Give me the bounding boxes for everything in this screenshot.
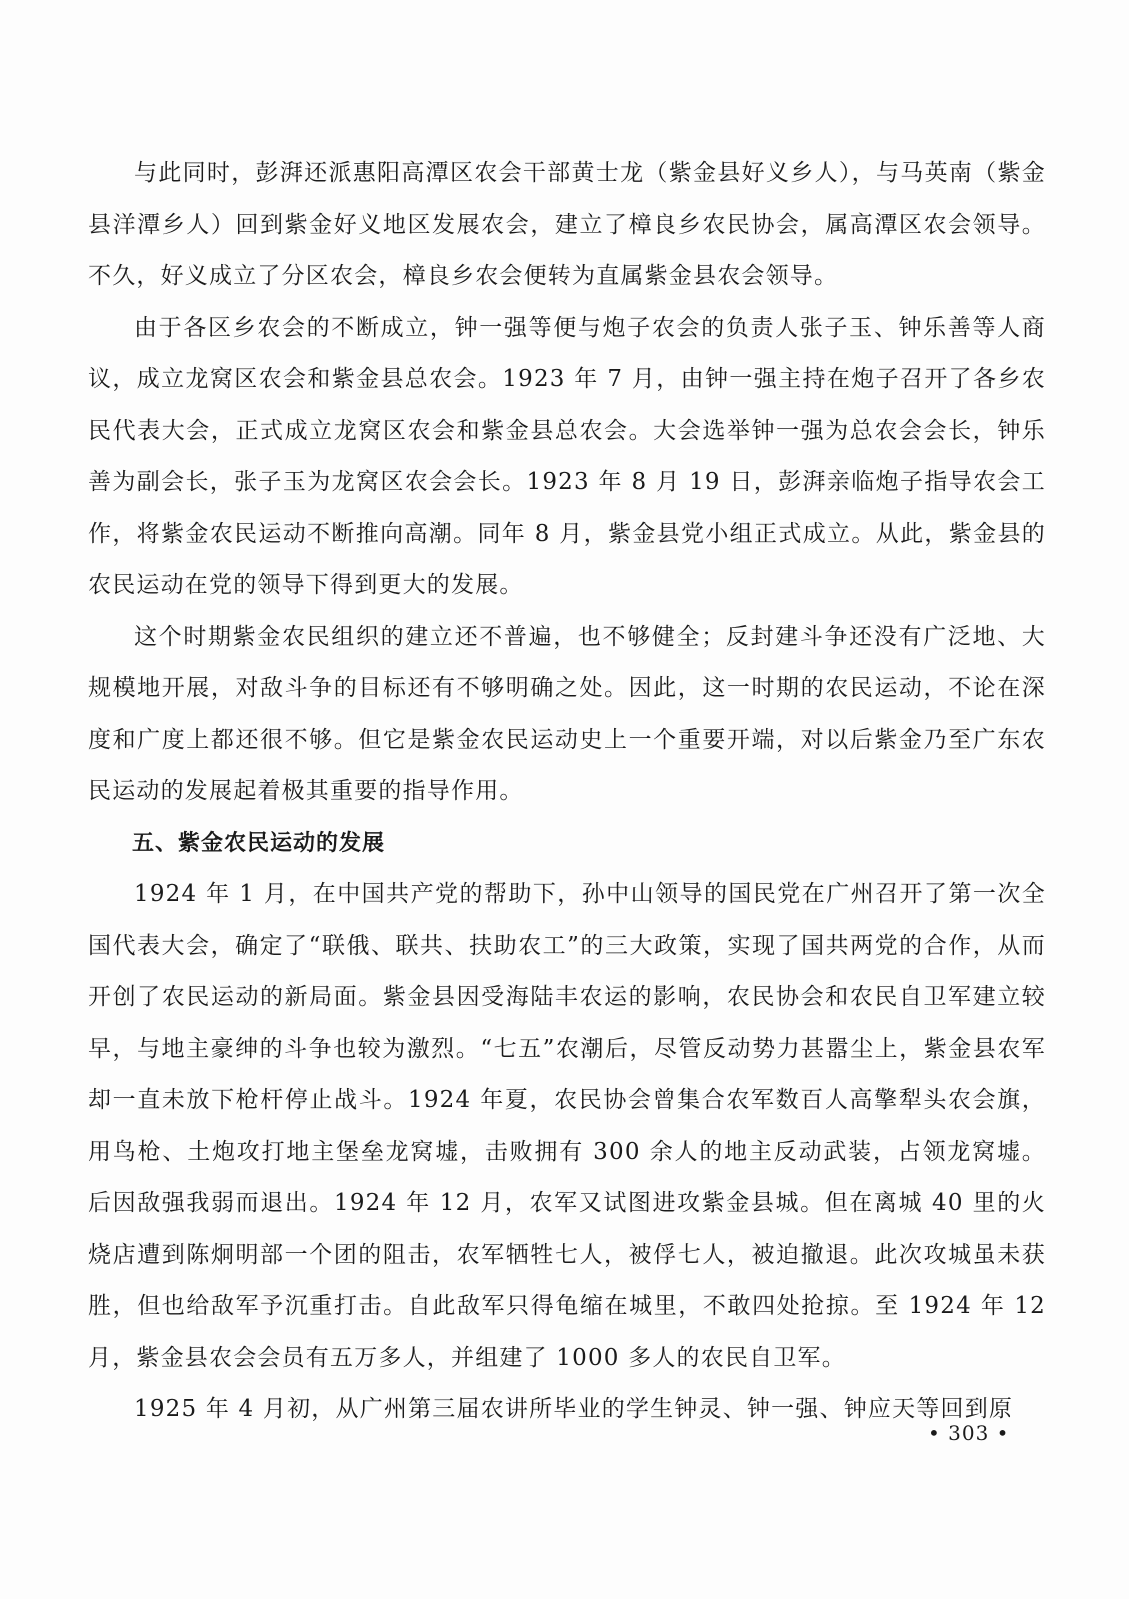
paragraph-period-assessment: 这个时期紫金农民组织的建立还不普遍，也不够健全；反封建斗争还没有广泛地、大规模地开展，对敌斗争的目标还有不够明确之处。因此，这一时期的农民运动，不论在深度和广度上都还很不够。但它是紫金农民运动史上一个重要开端，对以后紫金乃至广东农民运动的发展起着极其重要的指导作用。 [88,623,1046,804]
page-body [88,148,1046,1436]
page-number: • 303 • [928,1421,1010,1445]
paragraph-1925-graduates: 1925 年 4 月初，从广州第三届农讲所毕业的学生钟灵、钟一强、钟应天等回到原 [134,1396,1014,1422]
section-heading: 五、紫金农民运动的发展 [132,830,386,856]
paragraph-county-peasant-association: 由于各区乡农会的不断成立，钟一强等便与炮子农会的负责人张子玉、钟乐善等人商议，成立龙窝区农会和紫金县总农会。1923 年 7 月，由钟一强主持在炮子召开了各乡农民代表大会，正式成立龙窝区农会和紫金县总农会。大会选举钟一强为总农会会长，钟乐善为副会长，张子玉为龙窝区农会会长。1923 年 8 月 19 日，彭湃亲临炮子指导农会工作，将紫金农民运动不断推向高潮。同年 8 月，紫金县党小组正式成立。从此，紫金县的农民运动在党的领导下得到更大的发展。 [88,314,1046,598]
paragraph-huang-shilong: 与此同时，彭湃还派惠阳高潭区农会干部黄士龙（紫金县好义乡人），与马英南（紫金县洋潭乡人）回到紫金好义地区发展农会，建立了樟良乡农民协会，属高潭区农会领导。不久，好义成立了分区农会，樟良乡农会便转为直属紫金县农会领导。 [88,160,1046,289]
paragraph-1924-development: 1924 年 1 月，在中国共产党的帮助下，孙中山领导的国民党在广州召开了第一次全国代表大会，确定了“联俄、联共、扶助农工”的三大政策，实现了国共两党的合作，从而开创了农民运动的新局面。紫金县因受海陆丰农运的影响，农民协会和农民自卫军建立较早，与地主豪绅的斗争也较为激烈。“七五”农潮后，尽管反动势力甚嚣尘上，紫金县农军却一直未放下枪杆停止战斗。1924 年夏，农民协会曾集合农军数百人高擎犁头农会旗，用鸟枪、土炮攻打地主堡垒龙窝墟，击败拥有 300 余人的地主反动武装，占领龙窝墟。后因敌强我弱而退出。1924 年 12 月，农军又试图进攻紫金县城。但在离城 40 里的火烧店遭到陈炯明部一个团的阻击，农军牺牲七人，被俘七人，被迫撤退。此次攻城虽未获胜，但也给敌军予沉重打击。自此敌军只得龟缩在城里，不敢四处抢掠。至 1924 年 12 月，紫金县农会会员有五万多人，并组建了 1000 多人的农民自卫军。 [88,881,1046,1371]
